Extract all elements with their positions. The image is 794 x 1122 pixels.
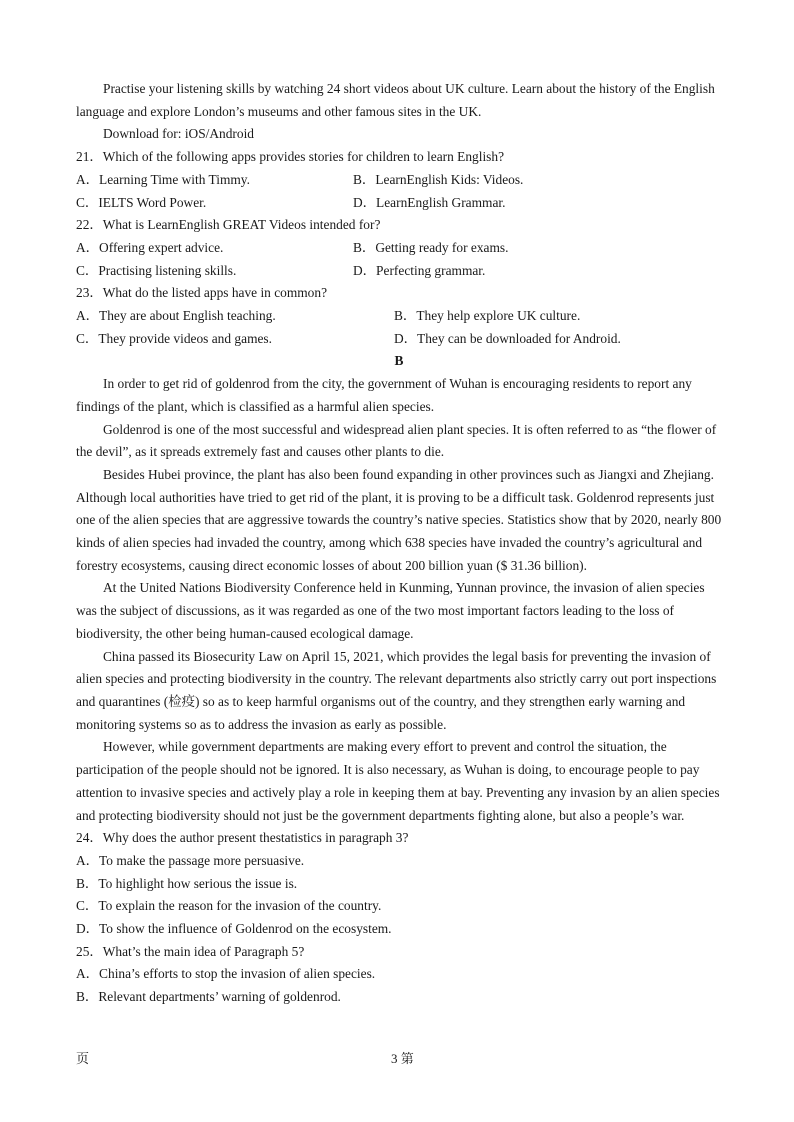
footer-page-label: 页: [76, 1051, 90, 1066]
option-d: D．Perfecting grammar.: [353, 262, 486, 278]
app-description: Practise your listening skills by watching 24 short videos about UK culture. Learn about the history of the English language and explore London’s museums and other famous sites in the UK.: [76, 81, 715, 119]
option-d: D．LearnEnglish Grammar.: [353, 194, 506, 210]
option-a: A．They are about English teaching.: [76, 308, 276, 324]
option-c: C．They provide videos and games.: [76, 330, 272, 346]
option-b: B．Getting ready for exams.: [353, 239, 509, 255]
passage-paragraph: At the United Nations Biodiversity Conference held in Kunming, Yunnan province, the invasion of alien species was the subject of discussions, as it was regarded as one of the two most important factors leading to the loss of biodiversity, the other being human-caused ecological damage.: [76, 580, 705, 641]
option-b: B．To highlight how serious the issue is.: [76, 875, 298, 891]
question-stem: 23．What do the listed apps have in common?: [76, 285, 328, 301]
option-c: C．To explain the reason for the invasion of the country.: [76, 898, 382, 914]
option-row: [76, 328, 722, 351]
question-stem: 22．What is LearnEnglish GREAT Videos intended for?: [76, 217, 381, 233]
passage-paragraph: China passed its Biosecurity Law on April 15, 2021, which provides the legal basis for preventing the invasion of alien species and protecting biodiversity in the country. The relevant departments also strictly carry out port inspections and quarantines (检疫) so as to keep harmful organisms out of the country, and they strengthen early warning and monitoring systems so as to address the invasion as early as possible.: [76, 648, 717, 732]
question-stem: 21．Which of the following apps provides stories for children to learn English?: [76, 149, 505, 165]
option-b: B．Relevant departments’ warning of goldenrod.: [76, 989, 341, 1005]
option-d: D．They can be downloaded for Android.: [394, 330, 621, 346]
question-stem: 24．Why does the author present thestatistics in paragraph 3?: [76, 830, 409, 846]
passage-paragraph: Goldenrod is one of the most successful and widespread alien plant species. It is often referred to as “the flower of the devil”, as it spreads extremely fast and causes other plants to die.: [76, 421, 717, 460]
option-row: [76, 305, 722, 328]
option-row: [76, 237, 722, 260]
option-c: C．Practising listening skills.: [76, 262, 237, 278]
passage-paragraph: Besides Hubei province, the plant has also been found expanding in other provinces such as Jiangxi and Zhejiang. Although local authorities have tried to get rid of the plant, it is proving to be a difficult task. Goldenrod represents just one of the alien species that are aggressive towards the country’s native species. Statistics show that by 2020, nearly 800 kinds of alien species had invaded the country, among which 638 species have invaded the country’s agricultural and forestry ecosystems, causing direct economic losses of about 200 billion yuan ($ 31.36 billion).: [76, 466, 722, 573]
option-a: A．China’s efforts to stop the invasion of alien species.: [76, 966, 376, 982]
section-heading: B: [394, 353, 404, 369]
option-a: A．Learning Time with Timmy.: [76, 171, 250, 187]
option-b: B．LearnEnglish Kids: Videos.: [353, 171, 524, 187]
footer-page-number: 3 第: [391, 1051, 414, 1066]
page-content: [76, 78, 722, 1009]
option-b: B．They help explore UK culture.: [394, 308, 581, 324]
option-d: D．To show the influence of Goldenrod on the ecosystem.: [76, 921, 392, 937]
option-a: A．To make the passage more persuasive.: [76, 852, 305, 868]
option-a: A．Offering expert advice.: [76, 239, 224, 255]
option-row: [76, 169, 722, 192]
download-line: Download for: iOS/Android: [103, 126, 255, 142]
question-stem: 25．What’s the main idea of Paragraph 5?: [76, 943, 305, 959]
option-c: C．IELTS Word Power.: [76, 194, 207, 210]
option-row: [76, 260, 722, 283]
passage-paragraph: In order to get rid of goldenrod from the city, the government of Wuhan is encouraging residents to report any findings of the plant, which is classified as a harmful alien species.: [76, 376, 692, 414]
option-row: [76, 192, 722, 215]
passage-paragraph: However, while government departments are making every effort to prevent and control the situation, the participation of the people should not be ignored. It is also necessary, as Wuhan is doing, to encourage people to pay attention to invasive species and actively play a role in keeping them at bay. Preventing any invasion by an alien species and protecting biodiversity should not just be the government departments fighting alone, but also a people’s war.: [76, 739, 720, 823]
